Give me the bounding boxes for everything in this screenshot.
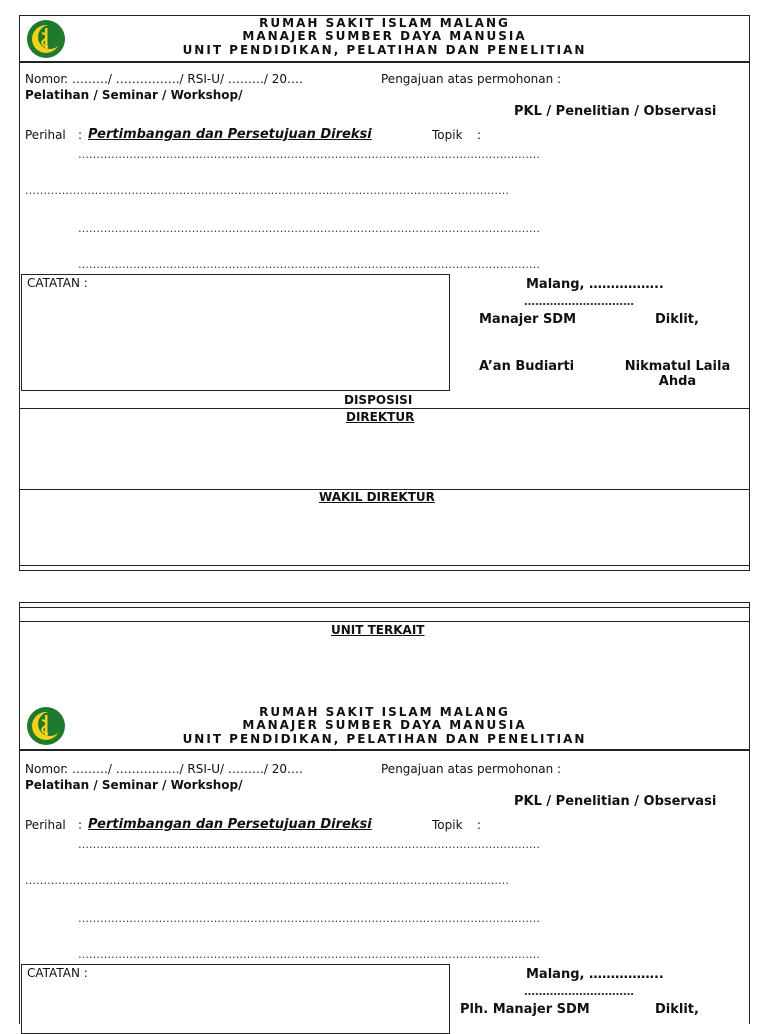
signature-right-name — [615, 359, 740, 389]
dotted-line: …………………………………………………………………………………………………………………… — [25, 184, 509, 197]
malang-date: Malang, …………….. — [526, 967, 664, 982]
dotted-line: ……………………………………………………………………………………………………………… — [78, 838, 540, 851]
dotted-line: ……………………………………………………………………………………………………………… — [78, 258, 540, 271]
perihal-label: Perihal — [25, 128, 66, 142]
catatan-label: CATATAN : — [27, 966, 88, 980]
direktur-heading: DIREKTUR — [346, 410, 415, 424]
catatan-label: CATATAN : — [27, 276, 88, 290]
direktur-box[interactable] — [20, 426, 749, 488]
header-line-3: UNIT PENDIDIKAN, PELATIHAN DAN PENELITIAN — [182, 732, 587, 746]
nomor-label: Nomor — [25, 762, 66, 776]
wakil-direktur-box[interactable] — [20, 508, 749, 564]
catatan-box[interactable] — [21, 274, 450, 391]
perihal-colon: : — [78, 818, 83, 832]
dotted-line: …………………………………………………………………………………………………………………… — [25, 874, 509, 887]
pengajuan-label: Pengajuan atas permohonan : — [381, 762, 562, 776]
date-dots: ………………………… — [524, 295, 634, 308]
perihal-value: Pertimbangan dan Persetujuan Direksi — [88, 817, 372, 832]
perihal-value: Pertimbangan dan Persetujuan Direksi — [88, 127, 372, 142]
header-line-1: RUMAH SAKIT ISLAM MALANG — [259, 16, 510, 30]
header-line-2: MANAJER SUMBER DAYA MANUSIA — [242, 718, 527, 732]
signature-right-role: Diklit, — [655, 1002, 699, 1017]
disposisi-heading: DISPOSISI — [344, 393, 413, 407]
option-pelatihan: Pelatihan / Seminar / Workshop/ — [25, 88, 243, 102]
header-line-2: MANAJER SUMBER DAYA MANUSIA — [242, 29, 527, 43]
topik-colon: : — [477, 818, 482, 832]
option-pkl: PKL / Penelitian / Observasi — [514, 104, 717, 119]
signature-left-role: Manajer SDM — [479, 312, 577, 327]
dotted-line: ……………………………………………………………………………………………………………… — [78, 222, 540, 235]
date-dots: ………………………… — [524, 985, 634, 998]
pengajuan-label: Pengajuan atas permohonan : — [381, 72, 562, 86]
dotted-line: ……………………………………………………………………………………………………………… — [78, 912, 540, 925]
option-pkl: PKL / Penelitian / Observasi — [514, 794, 717, 809]
signature-left-name: A’an Budiarti — [479, 359, 575, 374]
wakil-direktur-heading: WAKIL DIREKTUR — [319, 490, 435, 504]
signature-right-name-line2: Ahda — [658, 374, 697, 389]
topik-colon: : — [477, 128, 482, 142]
header-line-1: RUMAH SAKIT ISLAM MALANG — [259, 705, 510, 719]
unit-terkait-box[interactable] — [20, 640, 749, 702]
dotted-line: ……………………………………………………………………………………………………………… — [78, 948, 540, 961]
perihal-colon: : — [78, 128, 83, 142]
topik-label: Topik — [432, 818, 463, 832]
option-pelatihan: Pelatihan / Seminar / Workshop/ — [25, 778, 243, 792]
perihal-label: Perihal — [25, 818, 66, 832]
nomor-value: : ………/ ……………./ RSI-U/ ………/ 20…. — [64, 72, 303, 86]
signature-right-role: Diklit, — [655, 312, 699, 327]
header-line-3: UNIT PENDIDIKAN, PELATIHAN DAN PENELITIAN — [182, 43, 587, 57]
malang-date: Malang, …………….. — [526, 277, 664, 292]
nomor-label: Nomor — [25, 72, 66, 86]
topik-label: Topik — [432, 128, 463, 142]
dotted-line: ……………………………………………………………………………………………………………… — [78, 148, 540, 161]
nomor-value: : ………/ ……………./ RSI-U/ ………/ 20…. — [64, 762, 303, 776]
signature-left-role: Plh. Manajer SDM — [460, 1002, 590, 1017]
signature-right-name-line1: Nikmatul Laila — [624, 359, 731, 374]
unit-terkait-heading: UNIT TERKAIT — [331, 623, 425, 637]
